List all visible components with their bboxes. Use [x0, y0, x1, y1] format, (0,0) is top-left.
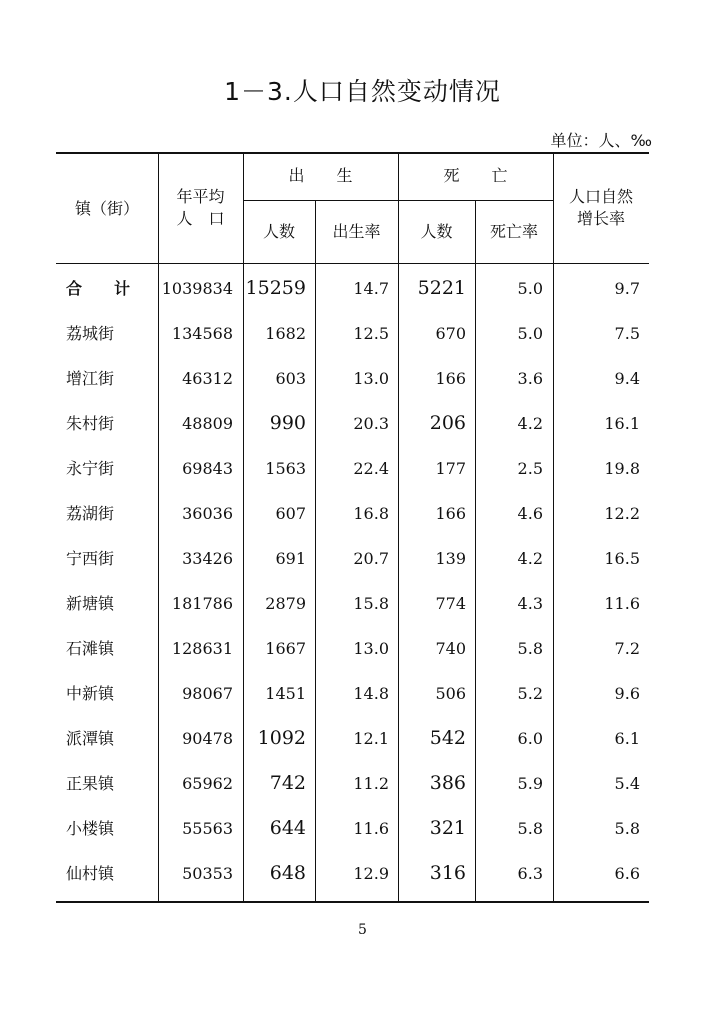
row-town-name: 朱村街 — [66, 414, 115, 433]
cell-deaths: 321 — [429, 817, 466, 839]
cell-avg-pop: 55563 — [182, 819, 233, 838]
cell-growth: 19.8 — [604, 459, 640, 478]
cell-deaths: 166 — [435, 504, 466, 523]
cell-death-rate: 5.9 — [517, 774, 543, 793]
row-town-name: 增江街 — [66, 369, 115, 388]
table-row — [56, 536, 649, 581]
cell-birth-rate: 13.0 — [353, 369, 389, 388]
table-top-rule — [56, 152, 649, 154]
row-town-name: 合 计 — [66, 279, 139, 298]
cell-avg-pop: 69843 — [182, 459, 233, 478]
cell-births: 691 — [275, 549, 306, 568]
cell-death-rate: 6.3 — [517, 864, 543, 883]
cell-growth: 11.6 — [604, 594, 640, 613]
table-row — [56, 761, 649, 806]
cell-growth: 6.6 — [614, 864, 640, 883]
row-town-name: 中新镇 — [66, 684, 115, 703]
table-bottom-rule — [56, 901, 649, 903]
cell-growth: 7.5 — [614, 324, 640, 343]
cell-deaths: 139 — [435, 549, 466, 568]
header-death-group: 死 亡 — [443, 166, 508, 185]
cell-births: 648 — [269, 862, 306, 884]
cell-growth: 6.1 — [614, 729, 640, 748]
cell-deaths: 166 — [435, 369, 466, 388]
cell-births: 1451 — [265, 684, 306, 703]
cell-growth: 16.5 — [604, 549, 640, 568]
header-birth-group: 出 生 — [288, 166, 353, 185]
row-town-name: 派潭镇 — [66, 729, 115, 748]
cell-birth-rate: 11.6 — [353, 819, 389, 838]
cell-births: 2879 — [265, 594, 306, 613]
cell-death-rate: 2.5 — [517, 459, 543, 478]
table-row — [56, 356, 649, 401]
cell-death-rate: 6.0 — [517, 729, 543, 748]
cell-death-rate: 5.2 — [517, 684, 543, 703]
cell-growth: 9.7 — [614, 279, 640, 298]
page-title: 1－3.人口自然变动情况 — [224, 77, 501, 106]
row-town-name: 荔湖街 — [66, 504, 115, 523]
cell-death-rate: 5.0 — [517, 279, 543, 298]
header-growth-rate: 人口自然 增长率 — [568, 187, 633, 228]
cell-growth: 7.2 — [614, 639, 640, 658]
cell-death-rate: 4.3 — [517, 594, 543, 613]
cell-birth-rate: 11.2 — [353, 774, 389, 793]
cell-births: 644 — [269, 817, 306, 839]
cell-avg-pop: 134568 — [171, 324, 233, 343]
header-death-count: 人数 — [420, 222, 453, 241]
cell-births: 1682 — [265, 324, 306, 343]
cell-avg-pop: 50353 — [182, 864, 233, 883]
cell-growth: 5.8 — [614, 819, 640, 838]
cell-deaths: 740 — [435, 639, 466, 658]
cell-deaths: 5221 — [417, 277, 466, 299]
row-town-name: 仙村镇 — [66, 864, 115, 883]
cell-deaths: 542 — [429, 727, 466, 749]
cell-birth-rate: 22.4 — [353, 459, 389, 478]
cell-deaths: 670 — [435, 324, 466, 343]
cell-birth-rate: 20.7 — [353, 549, 389, 568]
row-town-name: 小楼镇 — [66, 819, 115, 838]
cell-births: 990 — [269, 412, 306, 434]
cell-deaths: 177 — [435, 459, 466, 478]
cell-growth: 12.2 — [604, 504, 640, 523]
cell-birth-rate: 13.0 — [353, 639, 389, 658]
header-avg-pop: 年平均 人 口 — [176, 187, 225, 228]
table-row — [56, 626, 649, 671]
row-town-name: 荔城街 — [66, 324, 115, 343]
cell-birth-rate: 15.8 — [353, 594, 389, 613]
cell-birth-rate: 16.8 — [353, 504, 389, 523]
cell-births: 1667 — [265, 639, 306, 658]
cell-death-rate: 4.2 — [517, 549, 543, 568]
cell-avg-pop: 46312 — [182, 369, 233, 388]
table-row — [56, 806, 649, 851]
unit-label: 单位：人、‰ — [550, 131, 652, 150]
cell-birth-rate: 14.7 — [353, 279, 389, 298]
table-row — [56, 446, 649, 491]
header-birth-rate: 出生率 — [332, 222, 381, 241]
cell-births: 15259 — [245, 277, 306, 299]
table-row — [56, 581, 649, 626]
cell-births: 1092 — [257, 727, 306, 749]
cell-births: 1563 — [265, 459, 306, 478]
cell-growth: 16.1 — [604, 414, 640, 433]
cell-death-rate: 5.0 — [517, 324, 543, 343]
cell-birth-rate: 12.1 — [353, 729, 389, 748]
row-town-name: 新塘镇 — [66, 594, 115, 613]
cell-births: 607 — [275, 504, 306, 523]
cell-deaths: 774 — [435, 594, 466, 613]
cell-avg-pop: 90478 — [182, 729, 233, 748]
cell-death-rate: 4.6 — [517, 504, 543, 523]
cell-births: 742 — [269, 772, 306, 794]
cell-avg-pop: 128631 — [171, 639, 233, 658]
cell-avg-pop: 65962 — [182, 774, 233, 793]
cell-growth: 9.4 — [614, 369, 640, 388]
cell-deaths: 206 — [429, 412, 466, 434]
row-town-name: 正果镇 — [66, 774, 115, 793]
cell-birth-rate: 12.5 — [353, 324, 389, 343]
cell-births: 603 — [275, 369, 306, 388]
cell-avg-pop: 33426 — [182, 549, 233, 568]
cell-death-rate: 5.8 — [517, 819, 543, 838]
cell-deaths: 506 — [435, 684, 466, 703]
cell-growth: 5.4 — [614, 774, 640, 793]
header-bottom-rule — [56, 263, 649, 264]
row-town-name: 永宁街 — [66, 459, 115, 478]
cell-growth: 9.6 — [614, 684, 640, 703]
cell-avg-pop: 36036 — [182, 504, 233, 523]
table-row — [56, 401, 649, 446]
cell-death-rate: 4.2 — [517, 414, 543, 433]
header-death-rate: 死亡率 — [489, 222, 538, 241]
table-row — [56, 311, 649, 356]
cell-death-rate: 5.8 — [517, 639, 543, 658]
cell-deaths: 316 — [429, 862, 466, 884]
cell-deaths: 386 — [429, 772, 466, 794]
cell-birth-rate: 14.8 — [353, 684, 389, 703]
table-row — [56, 491, 649, 536]
cell-death-rate: 3.6 — [517, 369, 543, 388]
row-town-name: 宁西街 — [66, 549, 115, 568]
table-row — [56, 266, 649, 311]
header-town: 镇（街） — [74, 199, 139, 218]
cell-avg-pop: 98067 — [182, 684, 233, 703]
table-row — [56, 716, 649, 761]
cell-birth-rate: 20.3 — [353, 414, 389, 433]
table-row — [56, 671, 649, 716]
row-town-name: 石滩镇 — [66, 639, 115, 658]
cell-birth-rate: 12.9 — [353, 864, 389, 883]
cell-avg-pop: 181786 — [171, 594, 233, 613]
cell-avg-pop: 48809 — [182, 414, 233, 433]
cell-avg-pop: 1039834 — [161, 279, 233, 298]
header-birth-count: 人数 — [262, 222, 295, 241]
page-number: 5 — [358, 922, 367, 938]
table-row — [56, 851, 649, 896]
